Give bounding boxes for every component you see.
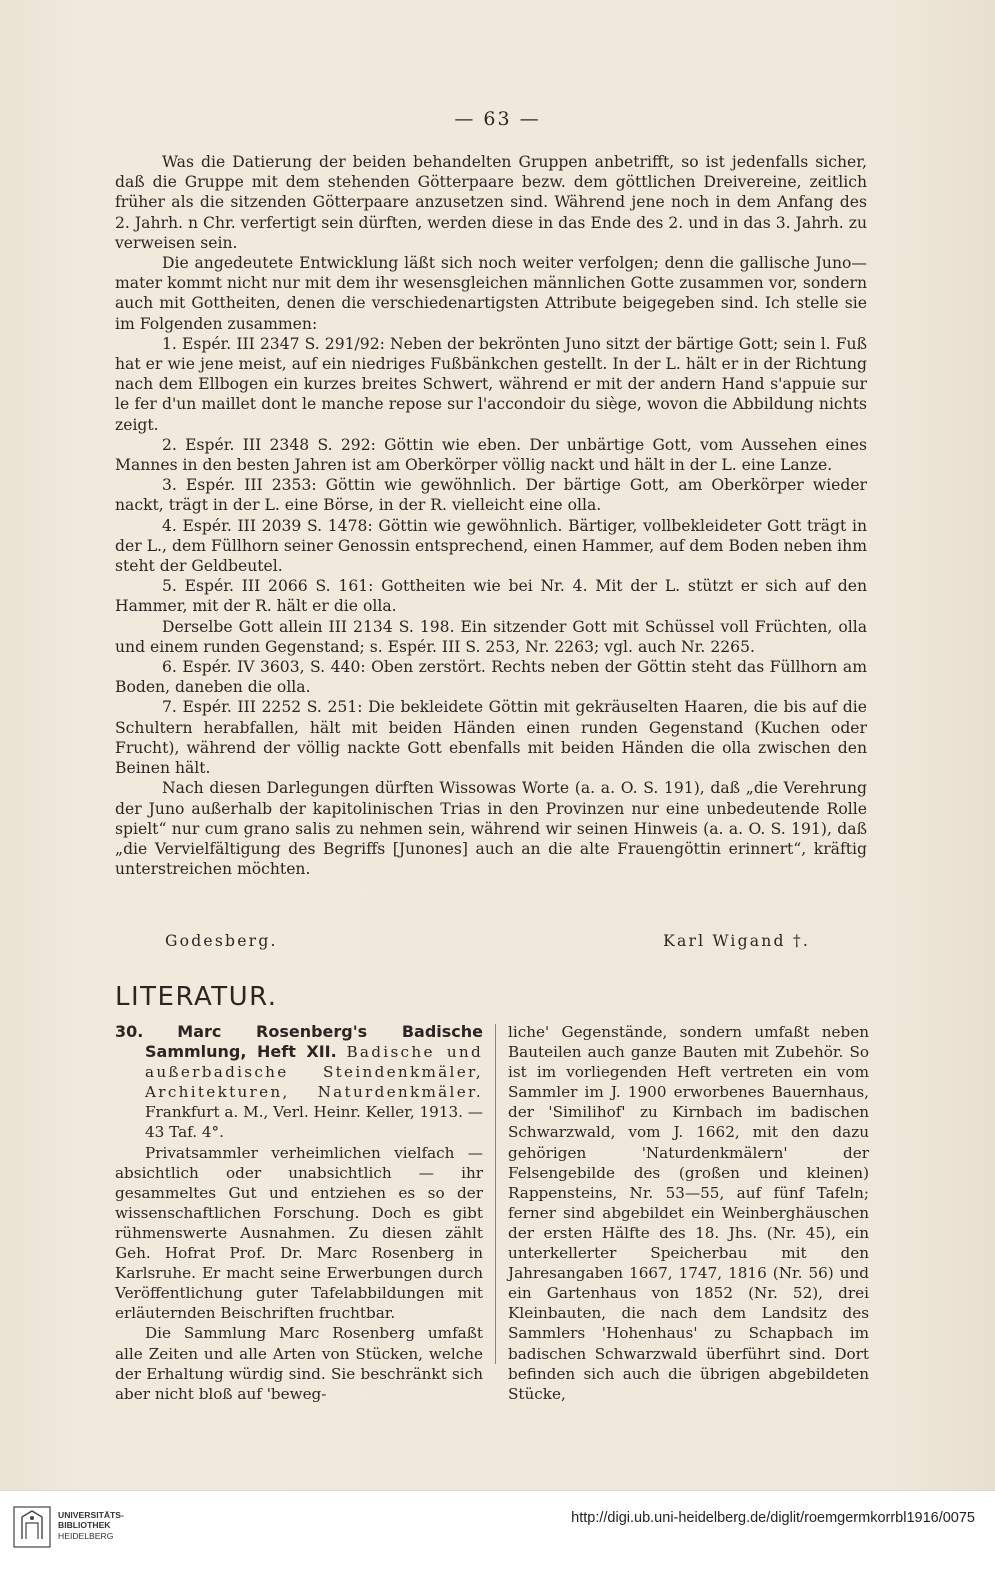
review-paragraph: Privatsammler verheimlichen vielfach — absichtlich oder unabsichtlich — ihr gesammeltes Gut und entziehen es so der wissenschaftlichen Forschung. Doch es gibt rühmenswerte Ausnahmen. Zu diesen zählt Geh. Hofrat Prof. Dr. Marc Rosenberg in Karlsruhe. Er macht seine Erwerbungen durch Veröffentlichung guter Tafelabbildungen mit erläuternden Beischriften fruchtbar. [115,1143,483,1323]
paragraph: Nach diesen Darlegungen dürften Wissowas Worte (a. a. O. S. 191), daß „die Verehrung der Juno außerhalb der kapitolinischen Trias in den Provinzen nur eine unbedeutende Rolle spielt“ nur cum grano salis zu nehmen sein, während wir seinen Hinweis (a. a. O. S. 191), daß „die Vervielfältigung des Begriffs [Junones] auch an die alte Frauengöttin erinnert“, kräftig unterstreichen möchten. [115,779,867,879]
signature-place: Godesberg. [165,932,278,950]
paragraph: 1. Espér. III 2347 S. 291/92: Neben der bekrönten Juno sitzt der bärtige Gott; sein l. Fuß hat er wie jene meist, auf ein niedriges Fußbänkchen gestellt. In der L. hält er in der Richtung nach dem Ellbogen ein kurzes breites Schwert, während er mit der andern Hand s'appuie sur le fer d'un maillet dont le manche repose sur l'accondoir du siège, wovon die Abbildung nichts zeigt. [115,334,867,434]
paragraph: Die angedeutete Entwicklung läßt sich noch weiter verfolgen; denn die gallische Juno—mater kommt nicht nur mit dem ihr wesensgleichen männlichen Gotte zusammen vor, sondern auch mit Gottheiten, denen die verschiedenartigsten Attribute beigegeben sind. Ich stelle sie im Folgenden zusammen: [115,254,867,333]
paragraph: Derselbe Gott allein III 2134 S. 198. Ein sitzender Gott mit Schüssel voll Früchten, olla und einem runden Gegenstand; s. Espér. III S. 253, Nr. 2263; vgl. auch Nr. 2265. [115,617,867,656]
library-name-line: HEIDELBERG [58,1530,114,1541]
review-paragraph: liche' Gegenstände, sondern umfaßt neben Bauteilen auch ganze Bauten mit Zubehör. So ist im vorliegenden Heft vertreten ein vom Sammler im J. 1900 erworbenes Bauernhaus, der 'Similihof' zu Kirnbach im badischen Schwarzwald, vom J. 1662, mit den dazu gehörigen 'Naturdenkmälern' der Felsengebilde des (großen und kleinen) Rappensteins, Nr. 53—55, auf fünf Tafeln; ferner sind abgebildet ein Weinberghäuschen der ersten Hälfte des 18. Jhs. (Nr. 45), ein unterkellerter Speicherbau mit den Jahresangaben 1667, 1747, 1816 (Nr. 56) und ein Gartenhaus von 1852 (Nr. 52), drei Kleinbauten, die nach dem Landsitz des Sammlers 'Hohenhaus' zu Schapbach im badischen Schwarzwald überführt sind. Dort befinden sich auch die übrigen abgebildeten Stücke, [508,1023,869,1403]
paragraph: 6. Espér. IV 3603, S. 440: Oben zerstört. Rechts neben der Göttin steht das Füllhorn am Boden, daneben die olla. [115,658,867,697]
page-number: — 63 — [454,108,541,130]
library-footer [0,1490,995,1579]
paragraph: 2. Espér. III 2348 S. 292: Göttin wie eben. Der unbärtige Gott, vom Aussehen eines Mannes in den besten Jahren ist am Oberkörper völlig nackt und hält in der L. eine Lanze. [115,435,867,475]
paragraph: 5. Espér. III 2066 S. 161: Gottheiten wie bei Nr. 4. Mit der L. stützt er sich auf den Hammer, mit der R. hält er die olla. [115,577,867,616]
entry-header [115,1022,483,1143]
review-left-column [115,1022,483,1404]
review-right-column [508,1022,869,1404]
signature-author: Karl Wigand †. [663,932,810,950]
review-paragraph: Die Sammlung Marc Rosenberg umfaßt alle Zeiten und alle Arten von Stücken, welche der Erhaltung würdig sind. Sie beschränkt sich aber nicht bloß auf 'beweg- [115,1324,483,1403]
paragraph: Was die Datierung der beiden behandelten Gruppen anbetrifft, so ist jedenfalls sicher, daß die Gruppe mit dem stehenden Götterpaare bezw. dem göttlichen Dreivereine, zeitlich früher als die sitzenden Götterpaare anzusetzen sind. Während jene noch in dem Anfang des 2. Jahrh. n Chr. verfertigt sein dürften, werden diese in das Ende des 2. und in das 3. Jahrh. zu verweisen sein. [115,153,867,252]
source-url-link[interactable]: http://digi.ub.uni-heidelberg.de/diglit/roemgermkorrbl1916/0075 [571,1510,975,1526]
heidelberg-library-logo-icon [12,1505,52,1549]
library-name-line: UNIVERSITÄTS- [58,1510,124,1520]
article-body [115,152,867,879]
entry-subtitle: Badische und außerbadische Steindenkmäler, Architekturen, Naturdenkmäler. [145,1043,483,1102]
entry-title: Marc Rosenberg's Badische Sammlung, Heft XII. [145,1022,484,1062]
entry-number: 30. [115,1022,144,1041]
paragraph: 4. Espér. III 2039 S. 1478: Göttin wie gewöhnlich. Bärtiger, vollbekleideter Gott trägt in der L., dem Füllhorn seiner Genossin entsprechend, einen Hammer, auf dem Boden neben ihm steht der Geldbeutel. [115,516,867,576]
paragraph: 7. Espér. III 2252 S. 251: Die bekleidete Göttin mit gekräuselten Haaren, die bis auf die Schultern herabfallen, hält mit beiden Händen einen runden Gegenstand (Kuchen oder Frucht), während der völlig nackte Gott ebenfalls mit beiden Händen die olla zwischen den Beinen hält. [115,698,867,778]
library-name [58,1510,124,1541]
library-name-line: BIBLIOTHEK [58,1520,111,1531]
section-heading: LITERATUR. [115,982,278,1012]
entry-imprint: Frankfurt a. M., Verl. Heinr. Keller, 1913. — 43 Taf. 4°. [145,1103,483,1142]
column-divider [495,1024,496,1364]
paragraph: 3. Espér. III 2353: Göttin wie gewöhnlich. Der bärtige Gott, am Oberkörper wieder nackt, trägt in der L. eine Börse, in der R. vielleicht eine olla. [115,476,867,515]
